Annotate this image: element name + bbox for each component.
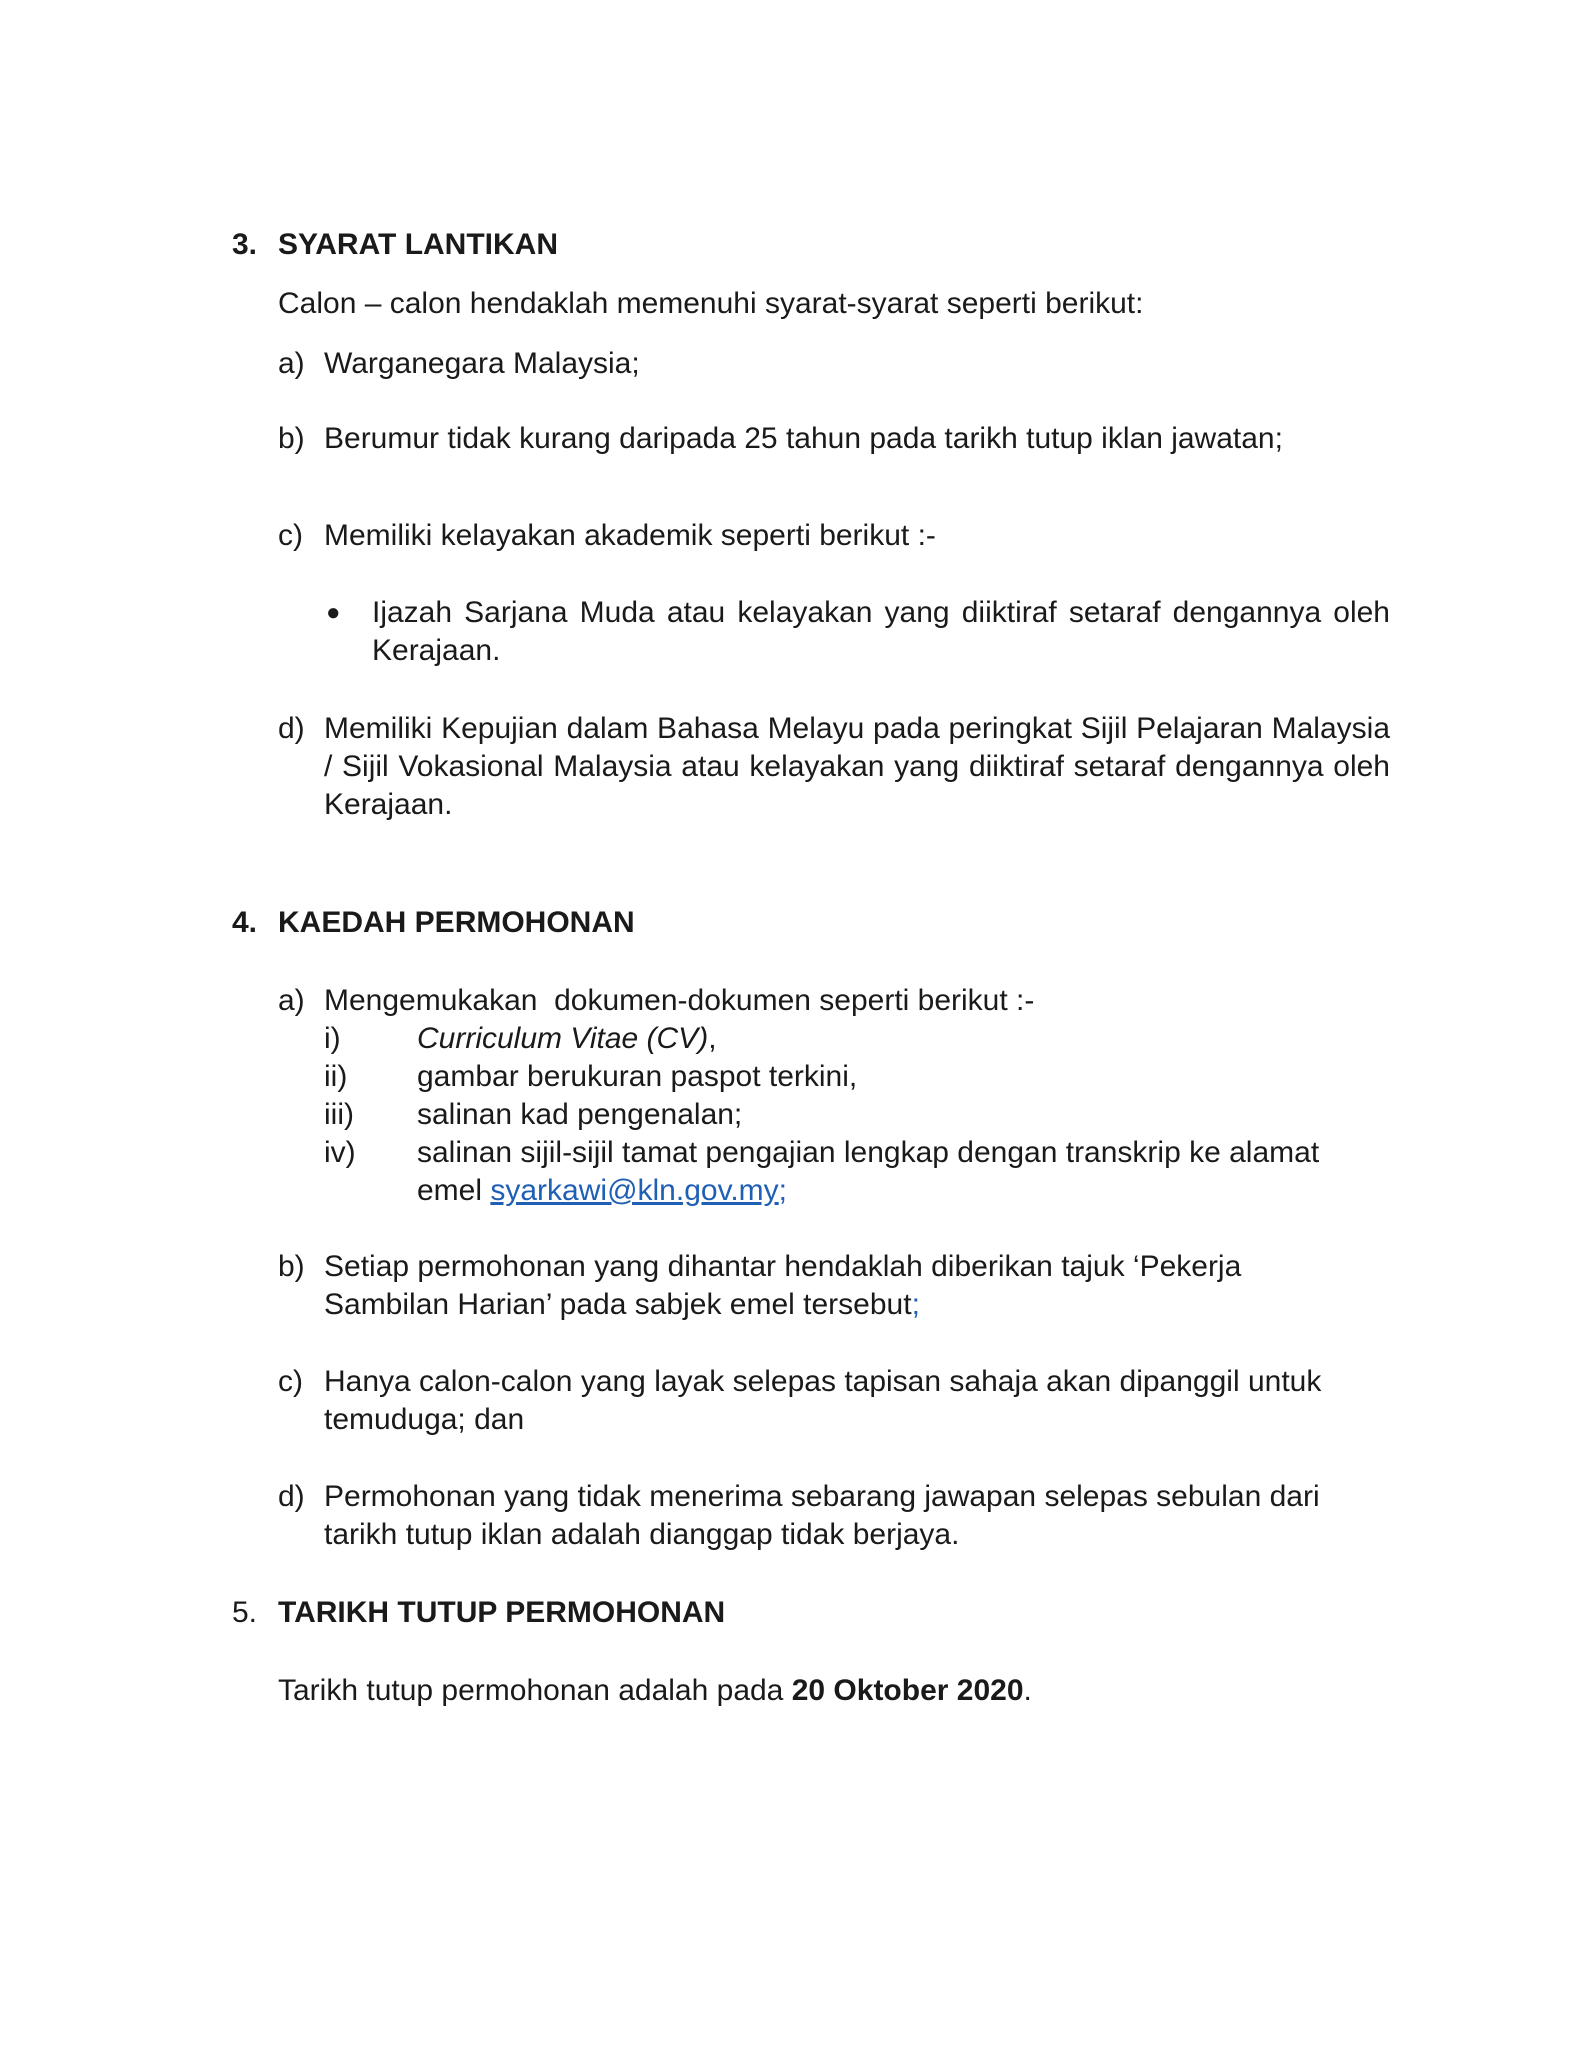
item-marker: a) — [278, 984, 305, 1017]
item-text: Memiliki Kepujian dalam Bahasa Melayu pada peringkat Sijil Pelajaran Malaysia / Sijil Vokasional Malaysia atau kelayakan yang diiktiraf setaraf dengannya oleh Kerajaan. — [324, 712, 1390, 821]
closing-date-sentence — [278, 1672, 1032, 1710]
subitem-marker: iv) — [324, 1136, 356, 1169]
item-text: Permohonan yang tidak menerima sebarang jawapan selepas sebulan dari tarikh tutup iklan adalah dianggap tidak berjaya. — [324, 1480, 1320, 1551]
email-suffix: ; — [778, 1174, 788, 1207]
item-marker: c) — [278, 519, 303, 552]
subitem-marker: ii) — [324, 1060, 348, 1093]
subitem-text: gambar berukuran paspot terkini, — [417, 1060, 858, 1093]
item-b-line2: Sambilan Harian’ pada sabjek emel tersebut — [324, 1288, 912, 1321]
item-text: Memiliki kelayakan akademik seperti berikut :- — [324, 519, 936, 552]
section-5-heading: TARIKH TUTUP PERMOHONAN — [278, 1596, 726, 1629]
item-text: Setiap permohonan yang dihantar hendaklah diberikan tajuk ‘Pekerja — [324, 1250, 1242, 1283]
cv-label: Curriculum Vitae (CV) — [417, 1022, 709, 1055]
email-link[interactable]: syarkawi@kln.gov.my — [490, 1174, 779, 1207]
closing-date: 20 Oktober 2020 — [791, 1674, 1024, 1707]
item-marker: b) — [278, 1250, 305, 1283]
item-text: Berumur tidak kurang daripada 25 tahun pada tarikh tutup iklan jawatan; — [324, 422, 1283, 455]
email-prefix: emel — [417, 1174, 483, 1207]
item-marker: d) — [278, 1480, 305, 1513]
item-b-suffix: ; — [911, 1288, 920, 1321]
item-text: Warganegara Malaysia; — [324, 347, 640, 380]
item-marker: c) — [278, 1365, 303, 1398]
subitem-text-continued — [417, 1172, 787, 1210]
bullet-text: Ijazah Sarjana Muda atau kelayakan yang diiktiraf setaraf dengannya oleh Kerajaan. — [372, 596, 1390, 667]
bullet-icon: ● — [326, 599, 341, 626]
section-3-heading: SYARAT LANTIKAN — [278, 228, 559, 261]
item-text: Hanya calon-calon yang layak selepas tapisan sahaja akan dipanggil untuk temuduga; dan — [324, 1365, 1322, 1436]
subitem-text: salinan kad pengenalan; — [417, 1098, 743, 1131]
item-text-continued — [324, 1286, 920, 1324]
section-4-number: 4. — [232, 906, 258, 939]
item-marker: d) — [278, 712, 305, 745]
section-5-number: 5. — [232, 1596, 258, 1629]
section-4-heading: KAEDAH PERMOHONAN — [278, 906, 635, 939]
closing-date-suffix: . — [1023, 1674, 1032, 1707]
section-3-number: 3. — [232, 228, 258, 261]
subitem-text — [417, 1020, 717, 1058]
subitem-text: salinan sijil-sijil tamat pengajian lengkap dengan transkrip ke alamat — [417, 1136, 1320, 1169]
subitem-suffix: , — [708, 1022, 717, 1055]
item-text: Mengemukakan dokumen-dokumen seperti berikut :- — [324, 984, 1035, 1017]
item-marker: a) — [278, 347, 305, 380]
subitem-marker: i) — [324, 1022, 341, 1055]
subitem-marker: iii) — [324, 1098, 354, 1131]
section-3-intro: Calon – calon hendaklah memenuhi syarat-syarat seperti berikut: — [278, 287, 1144, 320]
item-marker: b) — [278, 422, 305, 455]
closing-date-text: Tarikh tutup permohonan adalah pada — [278, 1674, 792, 1707]
